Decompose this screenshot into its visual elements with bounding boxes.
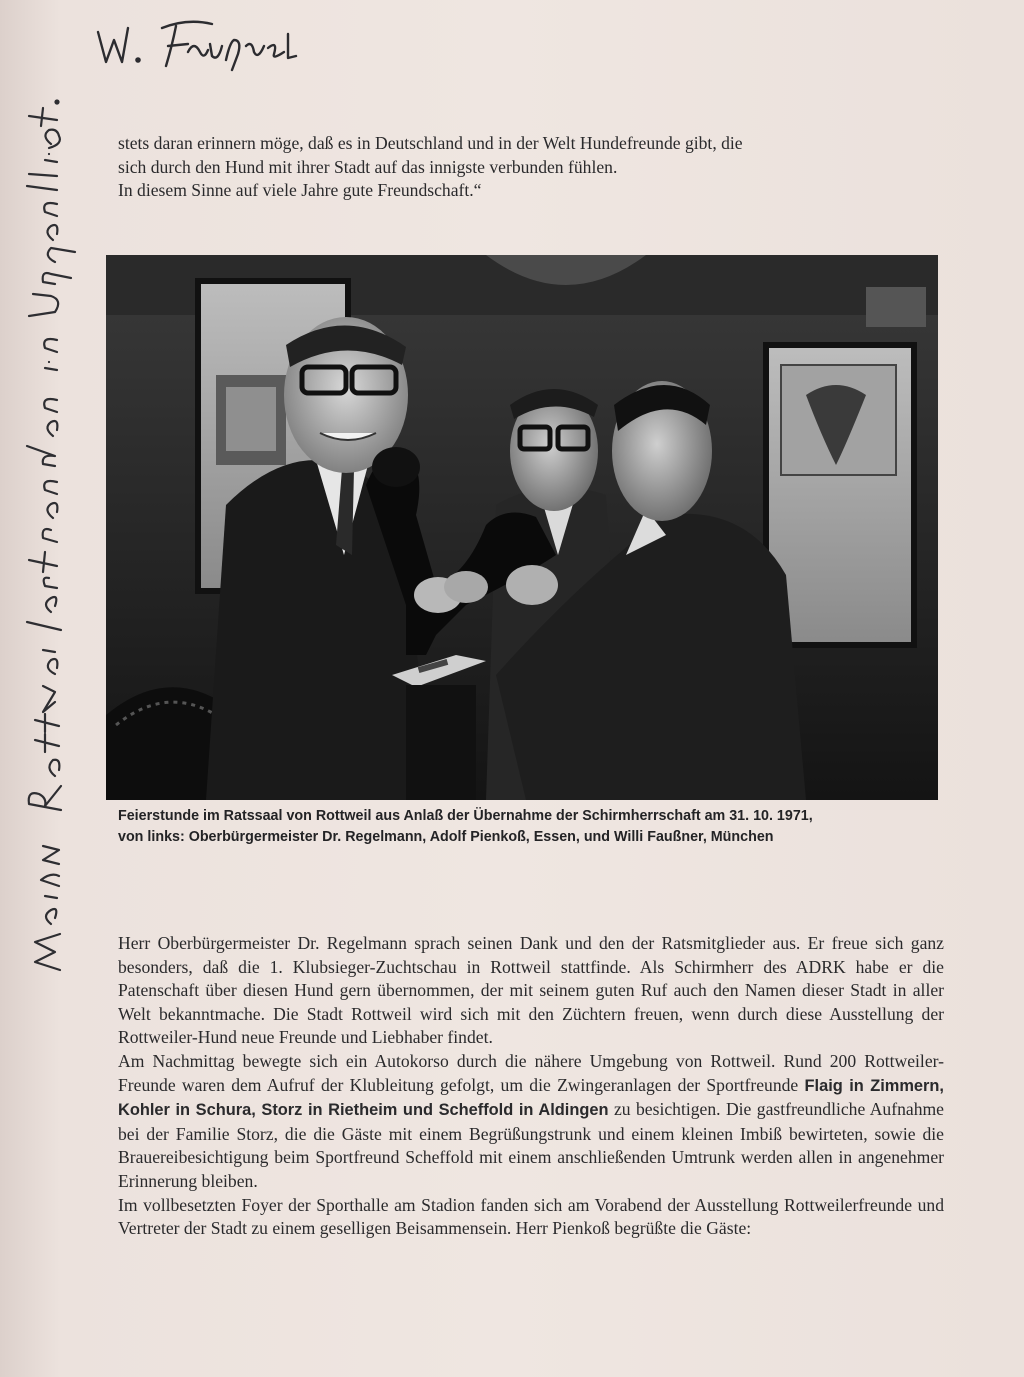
- paragraph-2: [118, 1050, 944, 1194]
- main-text: [118, 932, 944, 1241]
- paragraph-2-end: zu besichtigen. Die gastfreundliche Aufnahme bei der Familie Storz, die die Gäste mit einem Begrüßungstrunk und einem kleinen Imbiß bewirteten, sowie die Brauereibesichtigung beim Sportfreund Scheffold mit einem anschließenden Umtrunk werden allen in angenehmer Erinnerung bleiben.: [118, 1099, 944, 1191]
- photo-caption: [118, 806, 942, 848]
- paragraph-2-bold: Flaig in Zimmern, Kohler in Schura, Storz in Rietheim und Scheffold in Aldingen: [118, 1076, 944, 1120]
- handwritten-signature: [92, 10, 322, 80]
- caption-line-1: Feierstunde im Ratssaal von Rottweil aus Anlaß der Übernahme der Schirmherrschaft am 31. 10. 1971,: [118, 808, 813, 824]
- intro-line-2: sich durch den Hund mit ihrer Stadt auf das innigste verbunden fühlen.: [118, 156, 618, 177]
- paragraph-2-start: Am Nachmittag bewegte sich ein Autokorso durch die nähere Umgebung von Rottweil. Rund 200 Rottweiler-Freunde waren dem Aufruf der Klubleitung gefolgt, um die Zwingeranlagen der Sportfreunde: [118, 1050, 944, 1095]
- intro-text: [118, 132, 944, 203]
- intro-line-3: In diesem Sinne auf viele Jahre gute Freundschaft.“: [118, 180, 482, 201]
- ceremony-photo: [106, 255, 938, 800]
- paragraph-3: Im vollbesetzten Foyer der Sporthalle am Stadion fanden sich am Vorabend der Ausstellung Rottweilerfreunde und Vertreter der Stadt zu einem geselligen Beisammensein. Herr Pienkoß begrüßte die Gäste:: [118, 1194, 944, 1239]
- handwritten-dedication: [5, 90, 95, 980]
- paragraph-1: Herr Oberbürgermeister Dr. Regelmann sprach seinen Dank und den der Ratsmitglieder aus. Er freue sich ganz besonders, daß die 1. Klubsieger-Zuchtschau in Rottweil stattfinde. Als Schirmherr des ADRK habe er die Patenschaft über diesen Hund gern übernommen, der mit seinem guten Ruf auch den Namen dieser Stadt in aller Welt bekanntmache. Die Stadt Rottweil wird sich mit den Züchtern freuen, wenn durch diese Ausstellung der Rottweiler-Hund neue Freunde und Liebhaber findet.: [118, 933, 944, 1048]
- intro-line-1: stets daran erinnern möge, daß es in Deutschland und in der Welt Hundefreunde gibt, die: [118, 133, 743, 153]
- caption-line-2: von links: Oberbürgermeister Dr. Regelmann, Adolf Pienkoß, Essen, und Willi Faußner, München: [118, 829, 774, 845]
